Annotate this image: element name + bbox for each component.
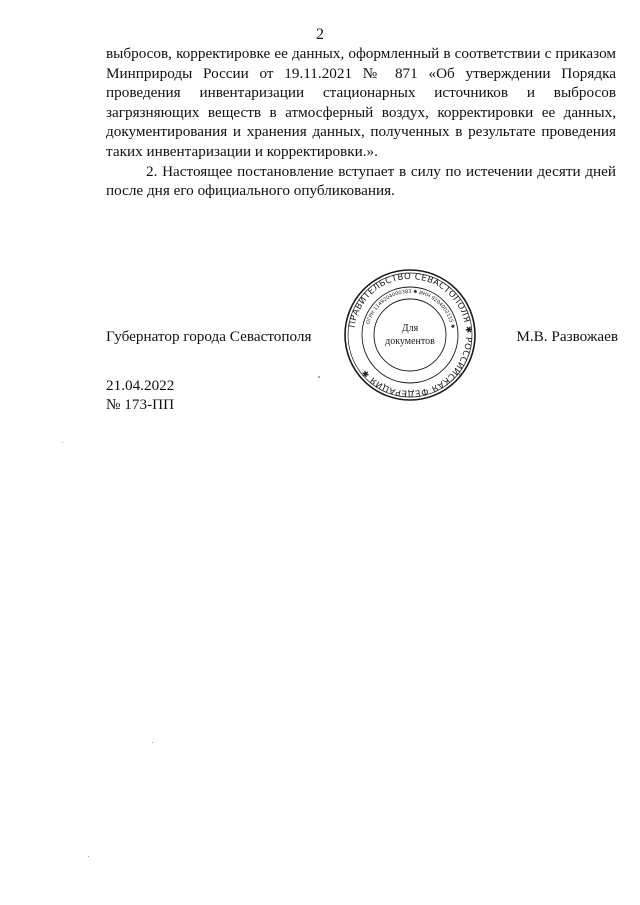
official-seal (342, 267, 478, 403)
signer-title: Губернатор города Севастополя (106, 328, 312, 345)
scan-speck (318, 376, 320, 378)
signer-name: М.В. Развожаев (516, 328, 618, 345)
body-paragraph-1: выбросов, корректировке ее данных, оформленный в соответствии с приказом Минприроды России от 19.11.2021 № 871 «Об утверждении Порядка проведения инвентаризации стационарных источников и выбросов загрязняющих веществ в атмосферный воздух, корректировки ее данных, документирования и хранения данных, полученных в результате проведения таких инвентаризации и корректировки.». (106, 45, 616, 160)
body-paragraph-2: 2. Настоящее постановление вступает в силу по истечении десяти дней после дня его официального опубликования. (106, 162, 616, 200)
seal-center-line-2: документов (385, 336, 435, 347)
page-number: 2 (316, 26, 324, 43)
seal-inner-border (374, 299, 446, 371)
document-date: 21.04.2022 (106, 377, 175, 394)
seal-center-line-1: Для (401, 323, 419, 334)
document-meta (106, 376, 174, 414)
seal-inner-text: ОГРН 1149204000383 ✱ ИНН 9204002115 ✱ (365, 288, 456, 329)
document-number: № 173-ПП (106, 396, 175, 413)
scan-speck (62, 442, 63, 443)
scan-speck (88, 856, 89, 857)
scan-speck (152, 742, 153, 743)
seal-outer-text: ПРАВИТЕЛЬСТВО СЕВАСТОПОЛЯ ✱ РОССИЙСКАЯ ФЕДЕРАЦИЯ ✱ (347, 271, 474, 399)
seal-middle-border (362, 287, 458, 383)
document-body (106, 44, 616, 201)
seal-graphic (342, 267, 478, 403)
